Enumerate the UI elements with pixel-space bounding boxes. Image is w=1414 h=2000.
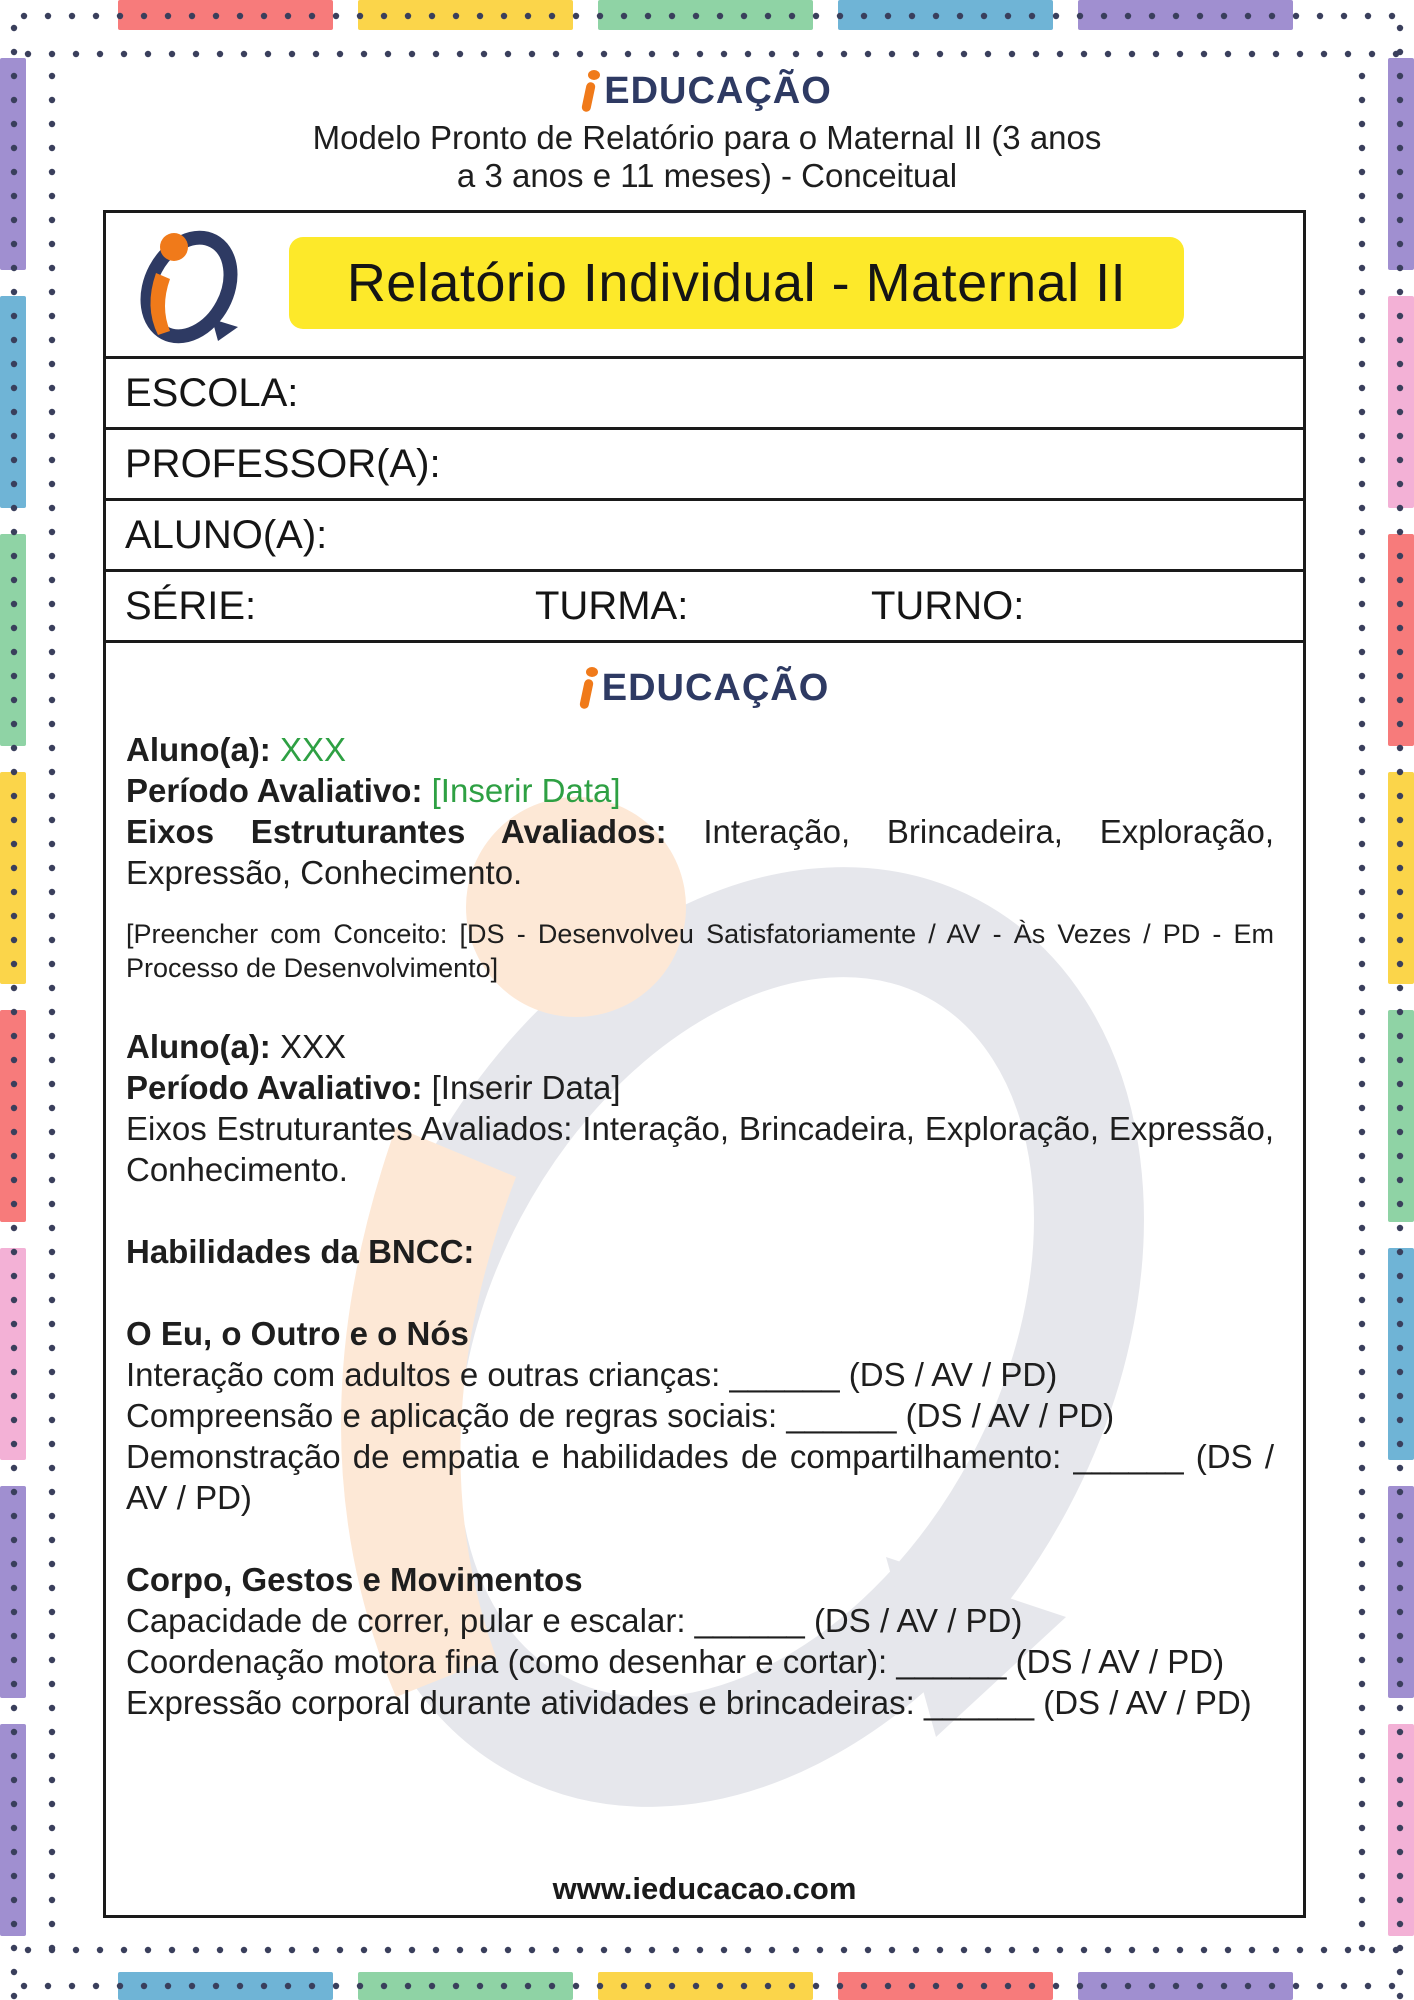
section1-item: Demonstração de empatia e habilidades de compartilhamento: ______ (DS / AV / PD) <box>126 1438 1274 1516</box>
report-text <box>126 729 1274 1723</box>
report-content <box>106 647 1303 1915</box>
habilidades-title: Habilidades da BNCC: <box>126 1233 475 1270</box>
block2-eixos: Eixos Estruturantes Avaliados: Interação, Brincadeira, Exploração, Expressão, Conhecimento. <box>126 1110 1274 1188</box>
page-header <box>0 70 1414 193</box>
ieducacao-logo-icon <box>134 227 244 347</box>
section2-title: Corpo, Gestos e Movimentos <box>126 1561 583 1598</box>
report-box <box>103 210 1306 1918</box>
section2-item: Expressão corporal durante atividades e brincadeiras: ______ (DS / AV / PD) <box>126 1684 1252 1721</box>
block2-aluno: Aluno(a): XXX <box>126 1028 347 1065</box>
professor-field[interactable] <box>106 430 1303 501</box>
block1-aluno: Aluno(a): XXX <box>126 731 347 768</box>
escola-label: ESCOLA: <box>125 371 299 415</box>
section2-item: Capacidade de correr, pular e escalar: ______ (DS / AV / PD) <box>126 1602 1023 1639</box>
serie-turma-turno-row[interactable] <box>106 572 1303 643</box>
section1-title: O Eu, o Outro e o Nós <box>126 1315 469 1352</box>
section1-item: Compreensão e aplicação de regras sociais: ______ (DS / AV / PD) <box>126 1397 1115 1434</box>
block1-periodo: Período Avaliativo: [Inserir Data] <box>126 772 621 809</box>
turma-label: TURMA: <box>535 584 689 628</box>
content-brand-i-icon <box>580 667 598 709</box>
report-title-row <box>106 213 1303 359</box>
brand-i-icon <box>582 70 600 112</box>
aluno-field[interactable] <box>106 501 1303 572</box>
document-title-line-1: Modelo Pronto de Relatório para o Maternal II (3 anos <box>312 119 1102 156</box>
content-brand-name: EDUCAÇÃO <box>601 667 830 709</box>
serie-label: SÉRIE: <box>125 584 257 628</box>
document-title-line-2: a 3 anos e 11 meses) - Conceitual <box>456 157 958 194</box>
content-brand <box>106 667 1303 714</box>
block1-periodo-value: [Inserir Data] <box>431 772 621 809</box>
turno-label: TURNO: <box>871 584 1025 628</box>
section2-item: Coordenação motora fina (como desenhar e cortar): ______ (DS / AV / PD) <box>126 1643 1225 1680</box>
report-title: Relatório Individual - Maternal II <box>289 237 1184 329</box>
professor-label: PROFESSOR(A): <box>125 442 441 486</box>
website-link[interactable]: www.ieducacao.com <box>552 1871 857 1906</box>
brand-name: EDUCAÇÃO <box>604 70 832 112</box>
escola-field[interactable] <box>106 359 1303 430</box>
block1-aluno-value: XXX <box>279 731 347 768</box>
brand-logo <box>582 70 832 112</box>
block1-eixos: Eixos Estruturantes Avaliados: Interação, Brincadeira, Exploração, Expressão, Conhecimento. <box>126 813 1275 891</box>
section1-item: Interação com adultos e outras crianças: ______ (DS / AV / PD) <box>126 1356 1058 1393</box>
content-brand-logo <box>580 667 830 709</box>
block1-note: [Preencher com Conceito: [DS - Desenvolveu Satisfatoriamente / AV - Às Vezes / PD - Em Processo de Desenvolvimento] <box>126 919 1274 983</box>
aluno-label: ALUNO(A): <box>125 513 328 557</box>
block2-periodo: Período Avaliativo: [Inserir Data] <box>126 1069 621 1106</box>
